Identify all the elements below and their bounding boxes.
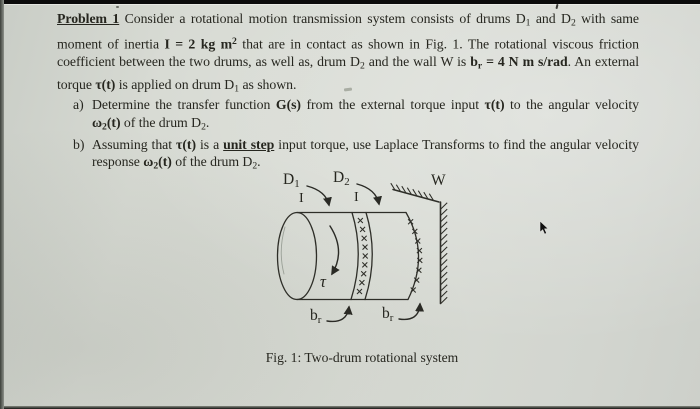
problem-statement [57, 10, 639, 99]
figure-caption: Fig. 1: Two-drum rotational system [265, 350, 459, 365]
text-line: coefficient between the two drums, as well as, drum D2 and the wall W is br = 4 N m s/rad. An external [57, 54, 639, 73]
friction-coeff-label-left: br [310, 307, 322, 327]
item-text [92, 96, 639, 136]
text-line: Determine the transfer function G(s) from the external torque input τ(t) to the angular velocity [92, 97, 639, 112]
drum1-label: D1 [283, 171, 300, 191]
item-marker: b) [73, 136, 85, 152]
item-marker: a) [73, 97, 84, 112]
drum1-inner-highlight [281, 227, 285, 274]
drum-outline [278, 190, 441, 304]
paper-speck [555, 4, 558, 9]
drum2-end-arc [406, 213, 419, 300]
br-right-pointer-arrow [399, 304, 420, 319]
drum1-end-cap [278, 213, 317, 300]
friction-band-right-arc [365, 213, 372, 300]
text-line: Assuming that τ(t) is a unit step input torque, use Laplace Transforms to find the angular velocity [92, 136, 639, 152]
scan-edge-top-highlight [0, 4, 700, 5]
friction-band-left-arc [351, 213, 358, 300]
text-line: torque τ(t) is applied on drum D1 as shown. [57, 77, 297, 96]
d2-pointer-arrow [357, 184, 379, 204]
text-line: response ω2(t) of the drum D2. [92, 154, 261, 173]
friction-coeff-label-right: br [382, 305, 394, 325]
inertia-label-left: I [299, 191, 304, 206]
wall-label: W [431, 172, 446, 189]
two-drum-diagram [250, 165, 560, 350]
annotation-arrows [307, 184, 420, 321]
torque-rotation-arrow [330, 226, 339, 274]
text-line: moment of inertia I = 2 kg $m^2$ that are in contact as shown in Fig. 1. The rotational viscous friction [57, 35, 639, 52]
mouse-cursor [539, 220, 552, 237]
paper-speck [116, 6, 119, 8]
scan-edge-left [0, 0, 4, 409]
drum2-label: D2 [333, 169, 350, 189]
d1-pointer-arrow [307, 186, 329, 205]
text-line: ω2(t) of the drum D2. [92, 114, 210, 133]
text-line: Problem 1 Consider a rotational motion transmission system consists of drums D1 and D2 with same [57, 11, 639, 29]
question-item-a [73, 96, 639, 136]
torque-label: τ [320, 272, 326, 291]
question-list [73, 96, 639, 176]
br-left-pointer-arrow [327, 307, 349, 321]
inertia-label-right: I [354, 190, 359, 205]
